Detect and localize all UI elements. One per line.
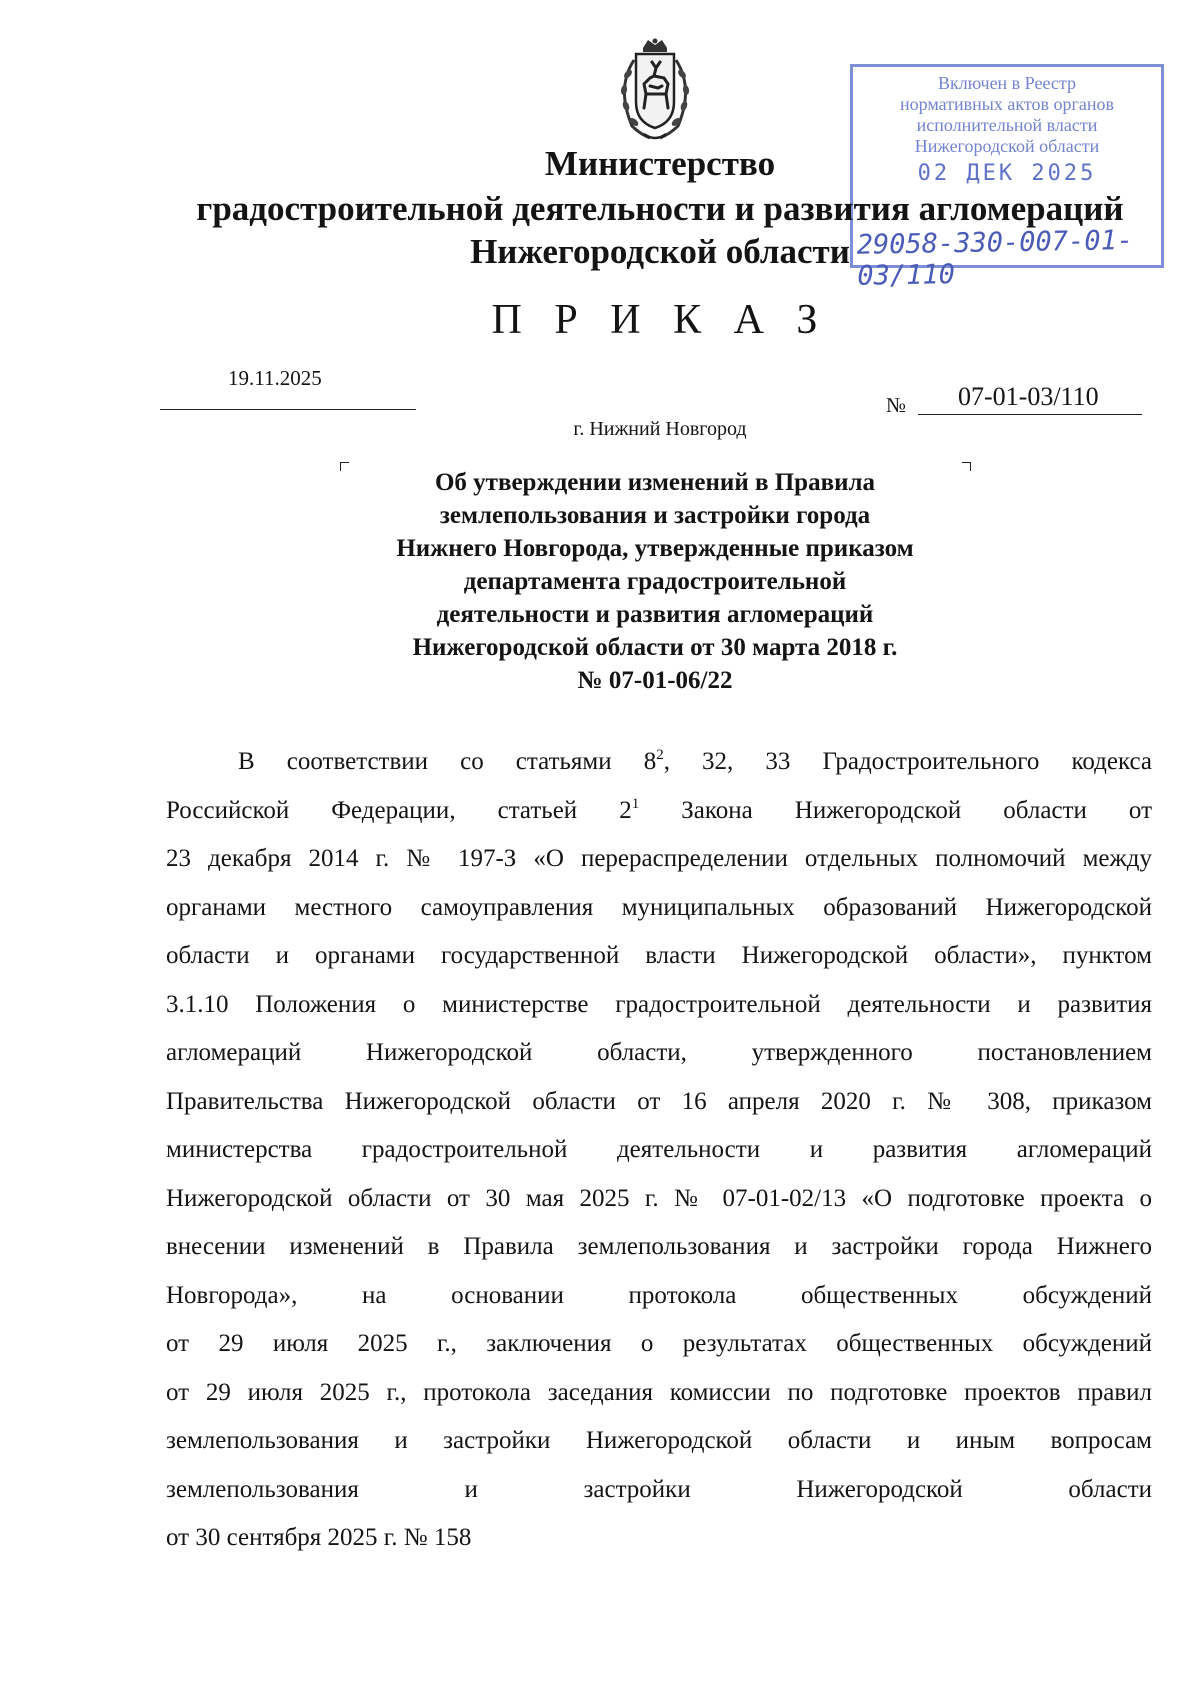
stamp-line: Нижегородской области — [914, 136, 1100, 156]
body-line: органами местного самоуправления муниципальных образований Нижегородской — [166, 893, 1152, 921]
ministry-name-line3: Нижегородской области — [470, 232, 850, 271]
body-text: , 32, 33 Градостроительного кодекса — [663, 748, 1152, 775]
body-line: внесении изменений в Правила землепользования и застройки города Нижнего — [166, 1233, 1152, 1260]
title-line: департамента градостроительной — [463, 568, 847, 595]
ministry-name-line1: Министерство — [544, 144, 776, 183]
document-title — [330, 466, 980, 697]
body-text: Российской Федерации, статьей 2 — [166, 796, 632, 824]
title-line: Нижегородской области от 30 марта 2018 г. — [412, 634, 898, 661]
body-line: агломераций Нижегородской области, утвержденного постановлением — [166, 1039, 1152, 1066]
body-line: от 29 июля 2025 г., заключения о результатах общественных обсуждений — [166, 1330, 1152, 1357]
body-line: Нижегородской области от 30 мая 2025 г. № 07-01-02/13 «О подготовке проекта о — [166, 1184, 1152, 1212]
title-line: землепользования и застройки города — [439, 502, 871, 529]
coat-of-arms-emblem — [610, 38, 700, 142]
stamp-date: 02 ДЕК 2025 — [917, 161, 1097, 186]
body-line: от 30 сентября 2025 г. № 158 — [166, 1524, 472, 1551]
superscript: 1 — [631, 795, 640, 812]
document-city: г. Нижний Новгород — [573, 418, 747, 440]
body-line: министерства градостроительной деятельности и развития агломераций — [166, 1136, 1152, 1163]
body-line — [166, 787, 1152, 836]
title-line: № 07-01-06/22 — [577, 667, 733, 694]
body-paragraph — [166, 738, 1152, 1563]
stamp-line: Включен в Реестр — [938, 73, 1076, 93]
body-text: Закона Нижегородской области от — [639, 796, 1152, 824]
number-underline — [918, 414, 1142, 415]
body-line: Новгорода», на основании протокола общественных обсуждений — [166, 1281, 1152, 1309]
document-date: 19.11.2025 — [228, 366, 322, 390]
stamp-line: исполнительной власти — [916, 115, 1098, 135]
stamp-line: нормативных актов органов — [899, 94, 1114, 114]
superscript: 2 — [656, 747, 664, 763]
title-line: Об утверждении изменений в Правила — [434, 469, 876, 496]
stamp-registration-number: 29058-330-007-01-03/110 — [856, 224, 1134, 292]
date-underline — [160, 409, 416, 410]
body-line: от 29 июля 2025 г., протокола заседания комиссии по подготовке проектов правил — [166, 1378, 1152, 1406]
ministry-name-line2: градостроительной деятельности и развития агломераций — [196, 189, 1124, 228]
document-number: 07-01-03/110 — [958, 382, 1099, 411]
title-line: деятельности и развития агломераций — [436, 601, 874, 628]
body-text: В соответствии со статьями 8 — [238, 748, 657, 775]
body-line: землепользования и застройки Нижегородской области и иным вопросам — [166, 1427, 1152, 1454]
body-line: 3.1.10 Положения о министерстве градостроительной деятельности и развития — [166, 990, 1152, 1018]
document-type-heading: П Р И К А З — [491, 297, 829, 343]
body-line: 23 декабря 2014 г. № 197-З «О перераспределении отдельных полномочий между — [166, 845, 1152, 872]
title-line: Нижнего Новгорода, утвержденные приказом — [396, 535, 914, 562]
body-line: области и органами государственной власти Нижегородской области», пунктом — [166, 942, 1152, 969]
body-line — [166, 738, 1152, 787]
body-line: Правительства Нижегородской области от 16 апреля 2020 г. № 308, приказом — [166, 1087, 1152, 1115]
number-sign: № — [886, 393, 907, 417]
body-line: землепользования и застройки Нижегородской области — [166, 1475, 1152, 1503]
